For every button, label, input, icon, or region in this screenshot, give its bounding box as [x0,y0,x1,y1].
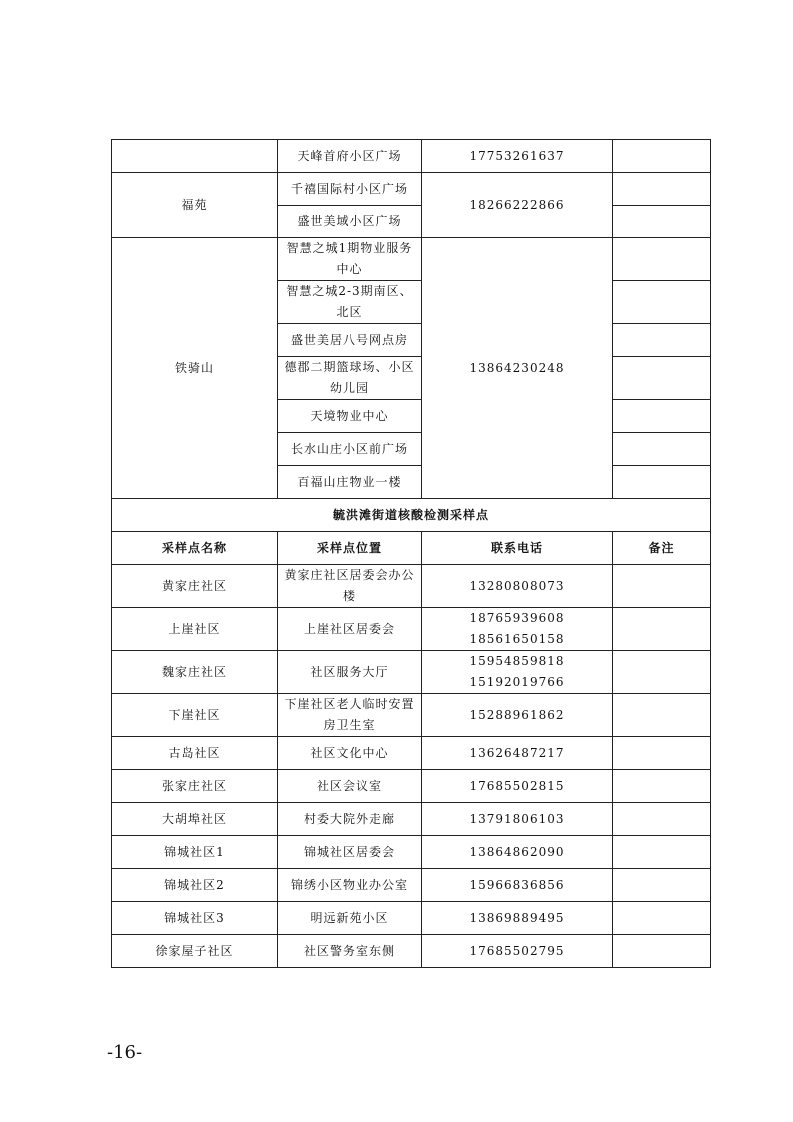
location-cell: 社区警务室东侧 [278,935,422,968]
phone-cell [422,902,613,935]
location-cell: 千禧国际村小区广场 [278,173,422,206]
phone-number: 13280808073 [469,578,565,593]
note-cell [613,324,711,357]
phone-number: 15966836856 [469,877,565,892]
table-row [112,651,711,694]
location-cell: 德郡二期篮球场、小区幼儿园 [278,357,422,400]
note-cell [613,238,711,281]
table-row [112,902,711,935]
note-cell [613,206,711,238]
community-name-cell: 福苑 [112,173,278,238]
phone-number: 13864862090 [469,844,565,859]
note-cell [613,836,711,869]
phone-cell [422,869,613,902]
note-cell [613,400,711,433]
location-cell: 明远新苑小区 [278,902,422,935]
table-row [112,173,711,206]
column-header-phone: 联系电话 [422,532,613,565]
phone-number: 13791806103 [469,811,565,826]
section-title-row [112,499,711,532]
note-cell [613,651,711,694]
community-name-cell: 徐家屋子社区 [112,935,278,968]
note-cell [613,140,711,173]
phone-cell: 18266222866 [422,173,613,238]
phone-number: 15192019766 [469,675,565,689]
table-row [112,770,711,803]
phone-number: 18765939608 [469,611,565,625]
location-cell: 社区服务大厅 [278,651,422,694]
table-row [112,140,711,173]
phone-cell [422,737,613,770]
location-cell: 天峰首府小区广场 [278,140,422,173]
phone-number: 13626487217 [469,745,565,760]
location-cell: 智慧之城1期物业服务中心 [278,238,422,281]
phone-number: 13869889495 [469,910,565,925]
location-cell: 智慧之城2-3期南区、北区 [278,281,422,324]
community-name-cell: 大胡埠社区 [112,803,278,836]
column-header-location: 采样点位置 [278,532,422,565]
sampling-points-table [111,139,711,968]
note-cell [613,737,711,770]
note-cell [613,694,711,737]
location-cell: 锦城社区居委会 [278,836,422,869]
community-name-cell: 锦城社区2 [112,869,278,902]
phone-number: 17685502795 [469,943,565,958]
community-name-cell: 铁骑山 [112,238,278,499]
note-cell [613,281,711,324]
location-cell: 上崖社区居委会 [278,608,422,651]
note-cell [613,902,711,935]
continued-name-cell [112,140,278,173]
phone-number: 18561650158 [469,632,565,646]
note-cell [613,869,711,902]
phone-cell [422,608,613,651]
phone-cell [422,836,613,869]
note-cell [613,608,711,651]
phone-number: 15954859818 [469,654,565,668]
note-cell [613,803,711,836]
note-cell [613,357,711,400]
community-name-cell: 黄家庄社区 [112,565,278,608]
phone-cell [422,694,613,737]
column-header-note: 备注 [613,532,711,565]
community-name-cell: 上崖社区 [112,608,278,651]
community-name-cell: 锦城社区1 [112,836,278,869]
phone-cell [422,565,613,608]
table-row [112,238,711,281]
phone-cell [422,651,613,694]
column-header-name: 采样点名称 [112,532,278,565]
phone-cell: 13864230248 [422,238,613,499]
location-cell: 社区文化中心 [278,737,422,770]
location-cell: 百福山庄物业一楼 [278,466,422,499]
header-row [112,532,711,565]
location-cell: 盛世美域小区广场 [278,206,422,238]
section-title: 毓洪滩街道核酸检测采样点 [112,499,711,532]
note-cell [613,433,711,466]
note-cell [613,466,711,499]
table-row [112,608,711,651]
phone-number: 15288961862 [469,707,565,722]
page-number: -16- [107,1042,143,1063]
phone-cell [422,935,613,968]
community-name-cell: 古岛社区 [112,737,278,770]
location-cell: 下崖社区老人临时安置房卫生室 [278,694,422,737]
location-cell: 天境物业中心 [278,400,422,433]
location-cell: 黄家庄社区居委会办公楼 [278,565,422,608]
location-cell: 长水山庄小区前广场 [278,433,422,466]
phone-cell [422,770,613,803]
phone-number: 17685502815 [469,778,565,793]
note-cell [613,565,711,608]
table-row [112,935,711,968]
table-row [112,565,711,608]
table-row [112,869,711,902]
note-cell [613,173,711,206]
community-name-cell: 张家庄社区 [112,770,278,803]
table-row [112,803,711,836]
location-cell: 社区会议室 [278,770,422,803]
note-cell [613,770,711,803]
phone-cell: 17753261637 [422,140,613,173]
community-name-cell: 下崖社区 [112,694,278,737]
note-cell [613,935,711,968]
location-cell: 盛世美居八号网点房 [278,324,422,357]
table-row [112,694,711,737]
community-name-cell: 魏家庄社区 [112,651,278,694]
table-row [112,737,711,770]
table-row [112,836,711,869]
location-cell: 锦绣小区物业办公室 [278,869,422,902]
location-cell: 村委大院外走廊 [278,803,422,836]
phone-cell [422,803,613,836]
community-name-cell: 锦城社区3 [112,902,278,935]
